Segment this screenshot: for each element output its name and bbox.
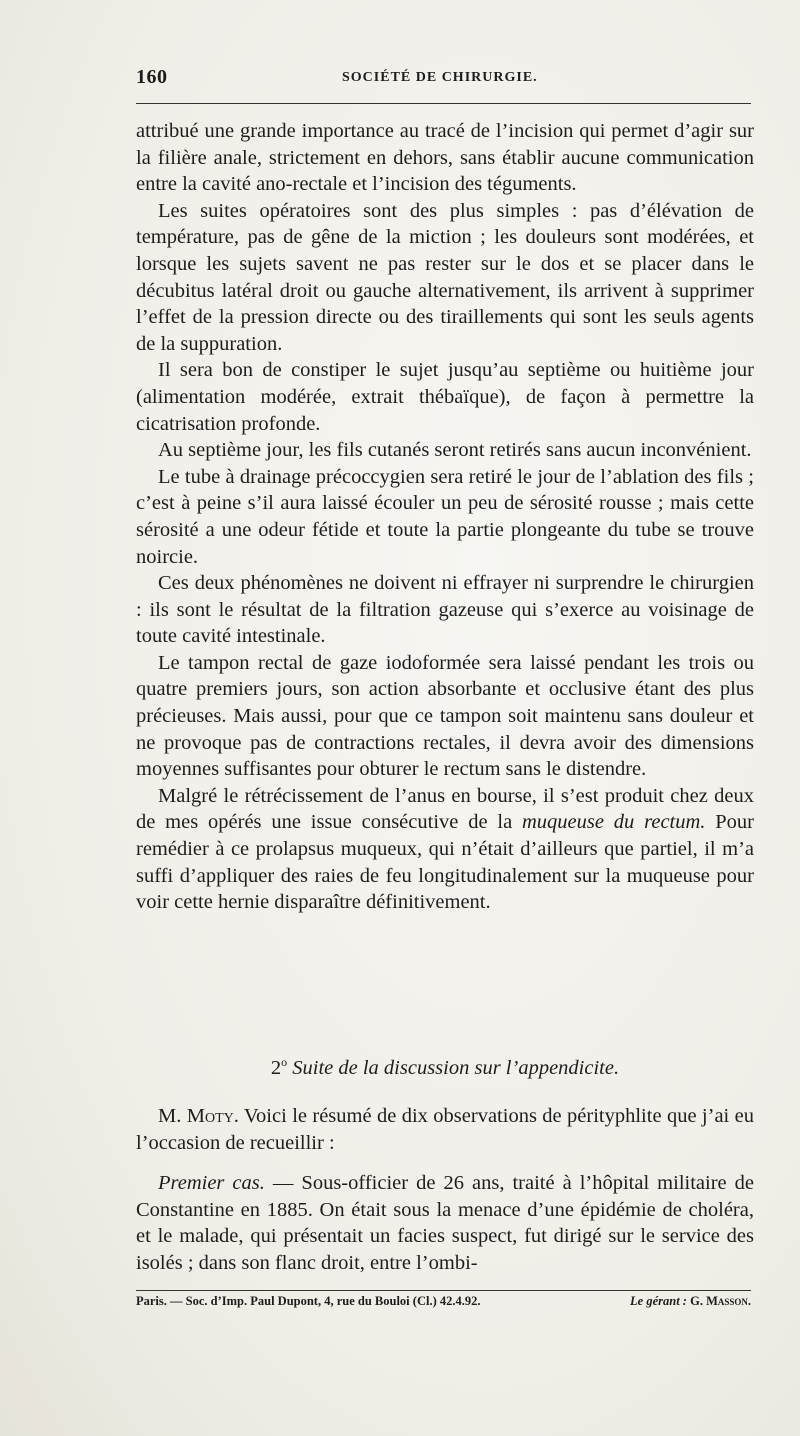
gerant-label: Le gérant : xyxy=(630,1294,687,1308)
paragraph: Au septième jour, les fils cutanés seront retirés sans aucun inconvénient. xyxy=(158,439,752,462)
footer-rule xyxy=(136,1290,751,1291)
paragraph: Il sera bon de constiper le sujet jusqu’au septième ou huitième jour (alimentation modérée, extrait thébaïque), de façon à permettre la cicatrisation profonde. xyxy=(136,359,754,435)
body-text xyxy=(136,118,754,916)
paragraph-with-italic xyxy=(136,783,754,916)
paragraph: Le tube à drainage précoccygien sera retiré le jour de l’ablation des fils ; c’est à peine s’il aura laissé écouler un peu de sérosité rousse ; mais cette sérosité a une odeur fétide et toute la partie plongeante du tube se trouve noircie. xyxy=(136,465,754,568)
speaker-text: Voici le résumé de dix observations de pérityphlite que j’ai eu l’occasion de recueillir : xyxy=(136,1105,754,1154)
section-number-value: 2 xyxy=(270,1056,282,1079)
case-text: — Sous-officier de 26 ans, traité à l’hôpital militaire de Constantine en 1885. On était sous la menace d’une épidémie de choléra, et le malade, qui présentait un facies suspect, fut dirigé sur le service des isolés ; dans son flanc droit, entre l’ombi- xyxy=(136,1172,754,1274)
discussion-text xyxy=(136,1103,754,1277)
printer-imprint: Paris. — Soc. d’Imp. Paul Dupont, 4, rue du Bouloi (Cl.) 42.4.92. xyxy=(136,1294,481,1308)
paragraph: Les suites opératoires sont des plus simples : pas d’élévation de température, pas de gêne de la miction ; les douleurs sont modérées, et lorsque les sujets savent ne pas rester sur le dos et se placer dans le décubitus latéral droit ou gauche alternativement, ils arrivent à supprimer l’effet de la pression directe ou des tiraillements qui sont les seuls agents de la suppuration. xyxy=(136,199,754,355)
section-title: Suite de la discussion sur l’appendicite. xyxy=(292,1056,620,1079)
running-title: SOCIÉTÉ DE CHIRURGIE. xyxy=(342,70,538,85)
paragraph: Ces deux phénomènes ne doivent ni effrayer ni surprendre le chirurgien : ils sont le résultat de la filtration gazeuse qui s’exerce au voisinage de toute cavité intestinale. xyxy=(136,572,754,648)
page-header xyxy=(136,66,754,96)
speaker-name: M. Moty. xyxy=(158,1105,239,1127)
paragraph-text: Pour remédier à ce prolapsus muqueux, qui n’était d’ailleurs que partiel, il m’a suffi d’appliquer des raies de feu longitudinalement sur la muqueuse pour voir cette hernie disparaître définitivement. xyxy=(136,811,754,914)
section-number xyxy=(271,1057,287,1079)
paragraph: attribué une grande importance au tracé de l’incision qui permet d’agir sur la filière anale, strictement en dehors, sans établir aucune communication entre la cavité ano-rectale et l’incision des téguments. xyxy=(136,120,754,196)
paragraph: Le tampon rectal de gaze iodoformée sera laissé pendant les trois ou quatre premiers jours, son action absorbante et occlusive étant des plus précieuses. Mais aussi, pour que ce tampon soit maintenu sans douleur et ne provoque pas de contractions rectales, il devra avoir des dimensions moyennes suffisantes pour obturer le rectum sans le distendre. xyxy=(136,651,754,781)
paragraph-text: Malgré le rétrécissement de l’anus en bourse, il s’est produit chez deux de mes opérés une issue consécutive de la xyxy=(136,784,754,834)
gerant-line xyxy=(630,1294,751,1309)
section-heading xyxy=(136,1055,754,1080)
case-paragraph xyxy=(136,1170,754,1276)
header-rule xyxy=(136,103,751,104)
italic-term: muqueuse du rectum. xyxy=(522,811,706,834)
page-number: 160 xyxy=(136,66,168,88)
case-label: Premier cas. xyxy=(158,1172,265,1195)
gerant-name: G. Masson. xyxy=(690,1294,751,1308)
speaker-paragraph xyxy=(136,1103,754,1156)
section-number-suffix: o xyxy=(281,1055,288,1069)
